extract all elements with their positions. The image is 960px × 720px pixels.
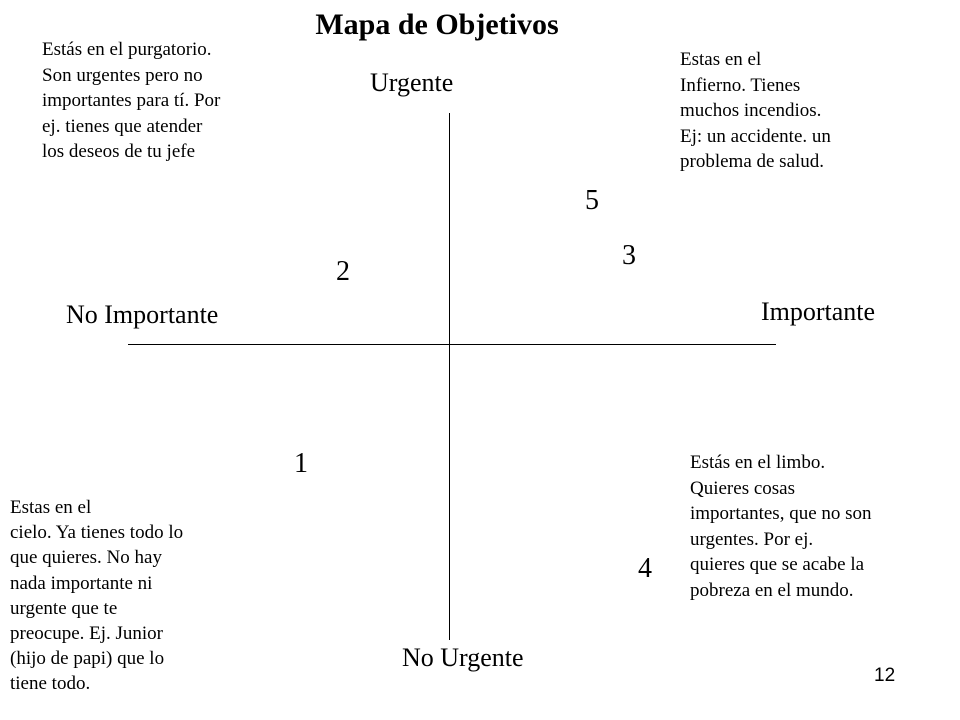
marker-two: 2 [336, 256, 350, 287]
marker-one: 1 [294, 448, 308, 479]
marker-five: 5 [585, 185, 599, 216]
axis-label-not-urgent: No Urgente [402, 643, 524, 672]
marker-four: 4 [638, 553, 652, 584]
page-number: 12 [874, 665, 896, 686]
diagram-title: Mapa de Objetivos [315, 8, 559, 41]
vertical-axis [449, 113, 450, 640]
quadrant-text-purgatory: Estás en el purgatorio. Son urgentes pero no importantes para tí. Por ej. tienes que atender los deseos de tu jefe [42, 39, 221, 162]
quadrant-text-hell: Estas en el Infierno. Tienes muchos incendios. Ej: un accidente. un problema de salud. [680, 49, 831, 172]
horizontal-axis [128, 344, 776, 345]
axis-label-important: Importante [761, 297, 876, 326]
marker-three: 3 [622, 240, 636, 271]
quadrant-text-limbo: Estás en el limbo. Quieres cosas importantes, que no son urgentes. Por ej. quieres que se acabe la pobreza en el mundo. [690, 452, 872, 601]
quadrant-text-heaven: Estas en el cielo. Ya tienes todo lo que quieres. No hay nada importante ni urgente que te preocupe. Ej. Junior (hijo de papi) que lo tiene todo. [10, 497, 184, 695]
axis-label-not-important: No Importante [66, 300, 219, 329]
axis-label-urgent: Urgente [370, 68, 454, 97]
